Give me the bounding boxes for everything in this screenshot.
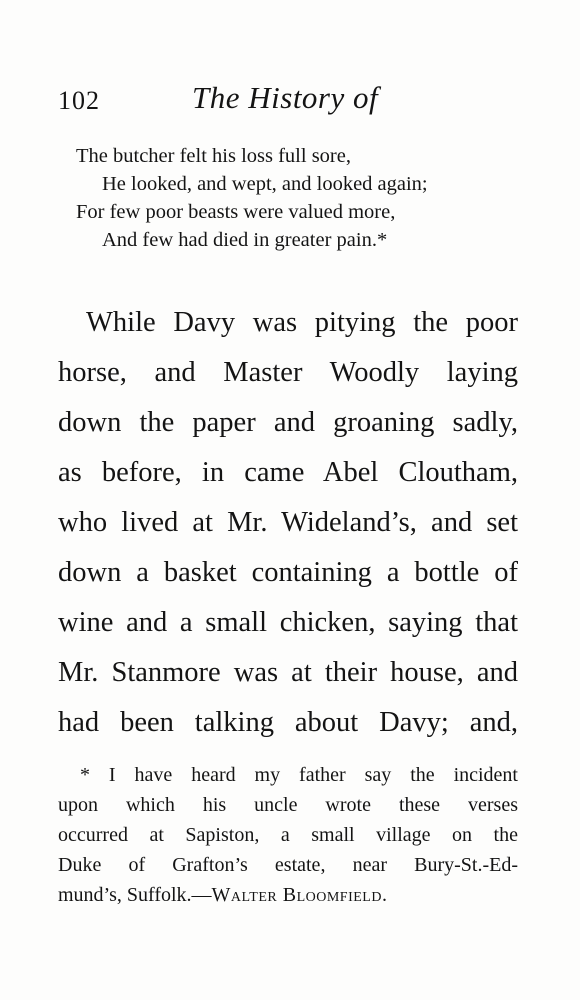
body-line: who lived at Mr. Wideland’s, and set [58, 507, 518, 538]
body-line: had been talking about Davy; and, [58, 707, 518, 738]
body-line: down the paper and groaning sadly, [58, 407, 518, 438]
verse-line: He looked, and wept, and looked again; [102, 173, 428, 195]
footnote [58, 760, 518, 910]
verse-line: And few had died in greater pain.* [102, 229, 388, 251]
body-line: wine and a small chicken, saying that [58, 607, 518, 638]
body-line: While Davy was pitying the poor [86, 307, 518, 338]
footnote-line [58, 880, 518, 910]
body-line: down a basket containing a bottle of [58, 557, 518, 588]
body-line: as before, in came Abel Cloutham, [58, 457, 518, 488]
verse-line: The butcher felt his loss full sore, [76, 145, 351, 167]
footnote-signature: Walter Bloomfield. [211, 884, 388, 906]
footnote-line: upon which his uncle wrote these verses [58, 794, 518, 816]
footnote-last-text: mund’s, Suffolk.— [58, 884, 212, 906]
footnote-line: occurred at Sapiston, a small village on the [58, 824, 518, 846]
verse-line: For few poor beasts were valued more, [76, 201, 396, 223]
footnote-line: Duke of Grafton’s estate, near Bury-St.-Ed- [58, 854, 518, 876]
verse-block [76, 142, 536, 254]
body-paragraph [58, 298, 518, 748]
running-head: The History of [192, 80, 379, 115]
page-number: 102 [58, 86, 100, 115]
body-line: Mr. Stanmore was at their house, and [58, 657, 518, 688]
body-line: horse, and Master Woodly laying [58, 357, 518, 388]
footnote-line: * I have heard my father say the incident [80, 764, 518, 786]
